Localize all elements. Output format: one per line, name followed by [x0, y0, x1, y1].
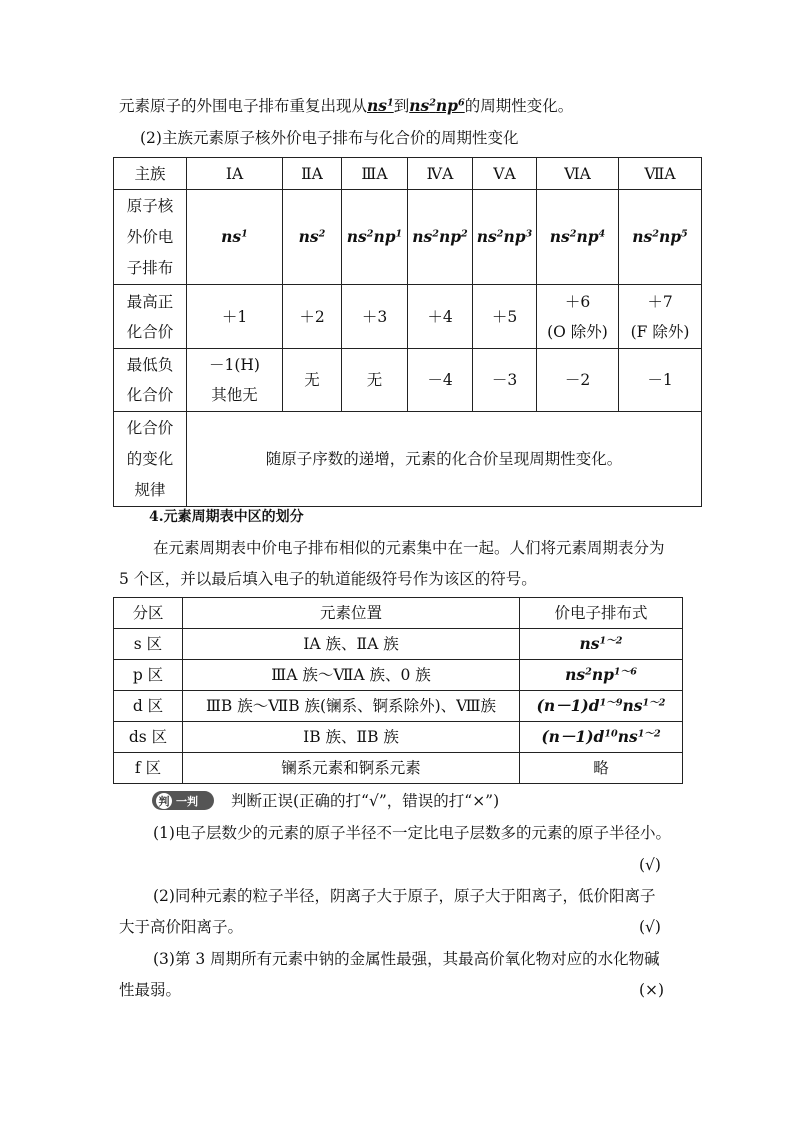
table1-header-label: 主族	[114, 158, 187, 190]
zone-cell: f 区	[114, 753, 183, 784]
max-valence-cell: ＋6 (O 除外)	[537, 285, 619, 349]
row-label-max: 最高正 化合价	[114, 285, 187, 349]
row-label-min: 最低负 化合价	[114, 349, 187, 412]
table-row	[114, 691, 683, 722]
intro-text-after: 的周期性变化。	[464, 97, 574, 115]
judge-title: 判断正误(正确的打“√”，错误的打“×”)	[231, 792, 500, 810]
main-group-table	[113, 157, 702, 507]
group-header: ⅢA	[342, 158, 408, 190]
zone-cell: s 区	[114, 629, 183, 660]
config-cell: $ns^2np^3$	[473, 190, 537, 285]
group-header: ⅤA	[473, 158, 537, 190]
block-division-table	[113, 597, 683, 784]
max-valence-cell: ＋3	[342, 285, 408, 349]
intro-line	[119, 94, 573, 118]
position-cell: ⅠB 族、ⅡB 族	[183, 722, 520, 753]
section4-title: 4.元素周期表中区的划分	[149, 509, 304, 525]
position-cell: ⅠA 族、ⅡA 族	[183, 629, 520, 660]
min-valence-cell: －3	[473, 349, 537, 412]
header-zone: 分区	[114, 598, 183, 629]
max-valence-cell: ＋2	[283, 285, 342, 349]
table2-header-row	[114, 598, 683, 629]
max-valence-cell: ＋5	[473, 285, 537, 349]
row-label-config: 原子核 外价电 子排布	[114, 190, 187, 285]
position-cell: ⅢB 族～ⅦB 族(镧系、锕系除外)、Ⅷ族	[183, 691, 520, 722]
group-header: ⅡA	[283, 158, 342, 190]
badge-label: 一判	[176, 794, 198, 808]
section2-title: (2)主族元素原子核外价电子排布与化合价的周期性变化	[140, 129, 519, 147]
group-header: ⅥA	[537, 158, 619, 190]
table-row	[114, 629, 683, 660]
position-cell: ⅢA 族～ⅦA 族、0 族	[183, 660, 520, 691]
header-config: 价电子排布式	[520, 598, 683, 629]
judge-item-2-mark: (√)	[639, 918, 661, 936]
zone-cell: d 区	[114, 691, 183, 722]
config-cell: $(n-1)d^{10}ns^{1\sim 2}$	[520, 722, 683, 753]
judge-item-2-line2: 大于高价阳离子。	[119, 918, 244, 936]
position-cell: 镧系元素和锕系元素	[183, 753, 520, 784]
judge-item-1-line1: (1)电子层数少的元素的原子半径不一定比电子层数多的元素的原子半径小。	[153, 824, 671, 842]
min-valence-cell: －4	[408, 349, 473, 412]
header-position: 元素位置	[183, 598, 520, 629]
row-label-rule: 化合价 的变化 规律	[114, 412, 187, 507]
judge-item-3-mark: (×)	[639, 981, 665, 999]
config-cell: $ns^1$	[187, 190, 283, 285]
judge-item-1-mark: (√)	[639, 856, 661, 874]
table1-min-row	[114, 349, 702, 412]
table-row	[114, 753, 683, 784]
config-cell: $ns^2$	[283, 190, 342, 285]
judge-item-3-line2: 性最弱。	[119, 981, 182, 999]
config-cell: $ns^2np^4$	[537, 190, 619, 285]
table-row	[114, 722, 683, 753]
min-valence-cell: 无	[342, 349, 408, 412]
config-cell: $ns^2np^2$	[408, 190, 473, 285]
config-cell: 略	[520, 753, 683, 784]
min-valence-cell: －1	[619, 349, 702, 412]
config-cell: $ns^2np^5$	[619, 190, 702, 285]
zone-cell: ds 区	[114, 722, 183, 753]
table1-rule-row	[114, 412, 702, 507]
group-header: ⅠA	[187, 158, 283, 190]
intro-text-before: 元素原子的外围电子排布重复出现从	[119, 97, 368, 115]
config-cell: $ns^2np^{1\sim 6}$	[520, 660, 683, 691]
table-row	[114, 660, 683, 691]
max-valence-cell: ＋4	[408, 285, 473, 349]
judge-badge	[152, 791, 214, 810]
max-valence-cell: ＋7 (F 除外)	[619, 285, 702, 349]
table1-max-row	[114, 285, 702, 349]
config-cell: $ns^{1\sim 2}$	[520, 629, 683, 660]
min-valence-cell: －2	[537, 349, 619, 412]
rule-text: 随原子序数的递增，元素的化合价呈现周期性变化。	[187, 412, 702, 507]
judge-item-3-line1: (3)第 3 周期所有元素中钠的金属性最强，其最高价氧化物对应的水化物碱	[153, 950, 660, 968]
min-valence-cell: －1(H) 其他无	[187, 349, 283, 412]
zone-cell: p 区	[114, 660, 183, 691]
section4-para-line1: 在元素周期表中价电子排布相似的元素集中在一起。人们将元素周期表分为	[153, 539, 665, 557]
table1-config-row	[114, 190, 702, 285]
intro-text-mid: 到	[393, 97, 410, 115]
section4-para-line2: 5 个区，并以最后填入电子的轨道能级符号作为该区的符号。	[119, 570, 537, 588]
config-ns2np6: $ns^2np^6$	[409, 96, 465, 115]
judge-item-2-line1: (2)同种元素的粒子半径，阴离子大于原子，原子大于阳离子，低价阳离子	[153, 887, 656, 905]
config-ns1: $ns^1$	[367, 96, 394, 115]
config-cell: $ns^2np^1$	[342, 190, 408, 285]
group-header: ⅣA	[408, 158, 473, 190]
min-valence-cell: 无	[283, 349, 342, 412]
group-header: ⅦA	[619, 158, 702, 190]
table1-header-row	[114, 158, 702, 190]
max-valence-cell: ＋1	[187, 285, 283, 349]
config-cell: $(n-1)d^{1\sim 9}ns^{1\sim 2}$	[520, 691, 683, 722]
badge-circle: 判	[156, 793, 172, 809]
